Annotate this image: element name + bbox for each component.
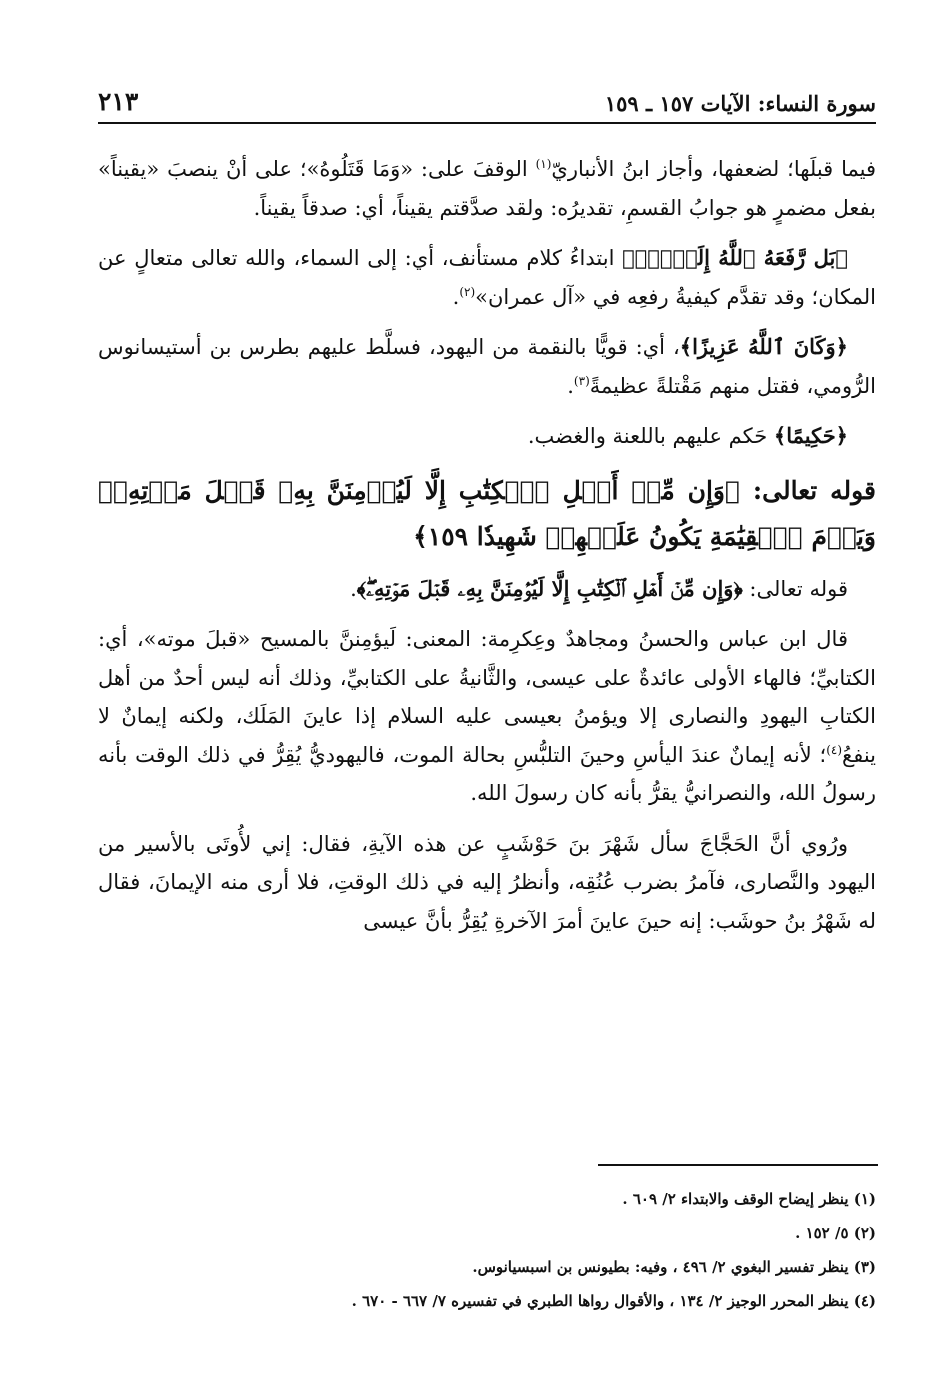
paragraph-3 [98, 328, 876, 405]
header-title: سورة النساء: الآيات ١٥٧ ـ ١٥٩ [604, 91, 876, 116]
paragraph-2-text-b: . [452, 284, 460, 309]
section-heading-label: قوله تعالى: [740, 475, 876, 505]
paragraph-1 [98, 150, 876, 227]
paragraph-3-text-b: . [567, 373, 574, 398]
quran-verse: ﴿وَكَانَ ٱللَّهُ عَزِيزًا﴾ [679, 334, 848, 359]
running-header [98, 76, 876, 124]
footnote-ref-1[interactable]: (١) [535, 157, 552, 171]
page-number: ٢١٣ [98, 87, 139, 116]
footnote-4: (٤) ينظر المحرر الوجيز ٢/ ١٣٤ ، والأقوال رواها الطبري في تفسيره ٧/ ٦٦٧ - ٦٧٠ . [351, 1292, 876, 1310]
paragraph-4-text: حَكم عليهم باللعنة والغضب. [527, 424, 774, 448]
footnote-1: (١) ينظر إيضاح الوقف والابتداء ٢/ ٦٠٩ . [622, 1190, 876, 1208]
quran-verse: ﴿بَل رَّفَعَهُ ٱللَّهُ إِلَيۡهِۚ﴾ [622, 245, 848, 270]
paragraph-5-end: . [350, 576, 357, 601]
paragraph-5 [98, 570, 876, 609]
paragraph-5-label: قوله تعالى: [742, 576, 848, 601]
quran-verse: ﴿وَإِن مِّنۡ أَهۡلِ ٱلۡكِتَٰبِ إِلَّا لَيُؤۡمِنَنَّ بِهِۦ قَبۡلَ مَوۡتِهِۦۖ﴾ [356, 575, 743, 601]
footnote-2: (٢) ٥/ ١٥٢ . [795, 1224, 876, 1242]
main-text [98, 150, 876, 952]
footnote-ref-3[interactable]: (٣) [573, 373, 590, 388]
section-heading-verse: ﴿وَإِن مِّنۡ أَهۡلِ ٱلۡكِتَٰبِ إِلَّا لَيُؤۡمِنَنَّ بِهِۦ قَبۡلَ مَوۡتِهِۦۖ وَيَوۡمَ ٱلۡقِيَٰمَةِ يَكُونُ عَلَيۡهِمۡ شَهِيدٗا ١٥٩﴾ [98, 475, 876, 551]
footnote-3: (٣) ينظر تفسير البغوي ٢/ ٤٩٦ ، وفيه: بطيونس بن اسبسيانوس. [472, 1258, 876, 1276]
paragraph-7-text: ورُوي أنَّ الحَجَّاجَ سأل شَهْرَ بنَ حَوْشَبٍ عن هذه الآيةِ، فقال: إني لأُوتَى بالأسير من اليهود والنَّصارى، فآمرُ بضرب عُنُقِه، وأنظرُ إليه في ذلك الوقتِ، فلا أرى منه الإيمانَ، فقال له شَهْرُ بنُ حوشَب: إنه حينَ عاينَ أمرَ الآخرةِ يُقِرُّ بأنَّ عيسى [98, 831, 876, 933]
paragraph-1-text-a: فيما قبلَها؛ لضعفها، وأجاز ابنُ الأنباريّ [551, 157, 876, 181]
paragraph-6-text-b: ؛ لأنه إيمانٌ عندَ اليأسِ وحينَ التلبُّسِ بحالة الموت، فاليهوديُّ يُقِرُّ في ذلك الوقت بأنه رسولُ الله، والنصرانيُّ يقرُّ بأنه كان رسولَ الله. [98, 742, 876, 805]
footnote-divider [598, 1164, 878, 1166]
footnote-ref-4[interactable]: (٤) [826, 742, 843, 757]
paragraph-3-text-a: ، أي: قويًّا بالنقمة من اليهود، فسلَّط عليهم بطرس بن أستيسانوس الرُّومي، فقتل منهم مَقْتلةً عظيمةً [98, 335, 876, 398]
paragraph-6-text-a: قال ابن عباس والحسنُ ومجاهدٌ وعِكرِمة: المعنى: لَيؤمِننَّ بالمسيح «قبلَ موته»، أي: الكتابيِّ؛ فالهاء الأولى عائدةٌ على عيسى، والثَّانيةُ على الكتابيِّ، وذلك أنه ليس أحدٌ من أهل الكتابِ اليهودِ والنصارى إلا ويؤمنُ بعيسى عليه السلام إذا عاينَ المَلَك، ولكنه إيمانٌ لا ينفعُ [98, 627, 876, 767]
footnotes [98, 1182, 876, 1318]
paragraph-7 [98, 825, 876, 941]
paragraph-4 [98, 417, 876, 456]
quran-verse: ﴿حَكِيمًا﴾ [773, 423, 848, 448]
paragraph-2 [98, 239, 876, 316]
paragraph-2-text-a: ابتداءُ كلام مستأنف، أي: إلى السماء، والله تعالى متعالٍ عن المكان؛ وقد تقدَّم كيفيةُ رفعِه في «آل عمران» [98, 246, 876, 309]
footnote-ref-2[interactable]: (٢) [459, 284, 476, 299]
section-heading [98, 468, 876, 560]
paragraph-6 [98, 620, 876, 813]
paragraph-1-text-b: الوقفَ على: «وَمَا قَتَلُوهُ»؛ على أنْ ينصبَ «يقيناً» بفعل مضمرٍ هو جوابُ القسمِ، تقديرُه: ولقد صدَّقتم يقيناً، أي: صدقاً يقيناً. [98, 157, 876, 220]
